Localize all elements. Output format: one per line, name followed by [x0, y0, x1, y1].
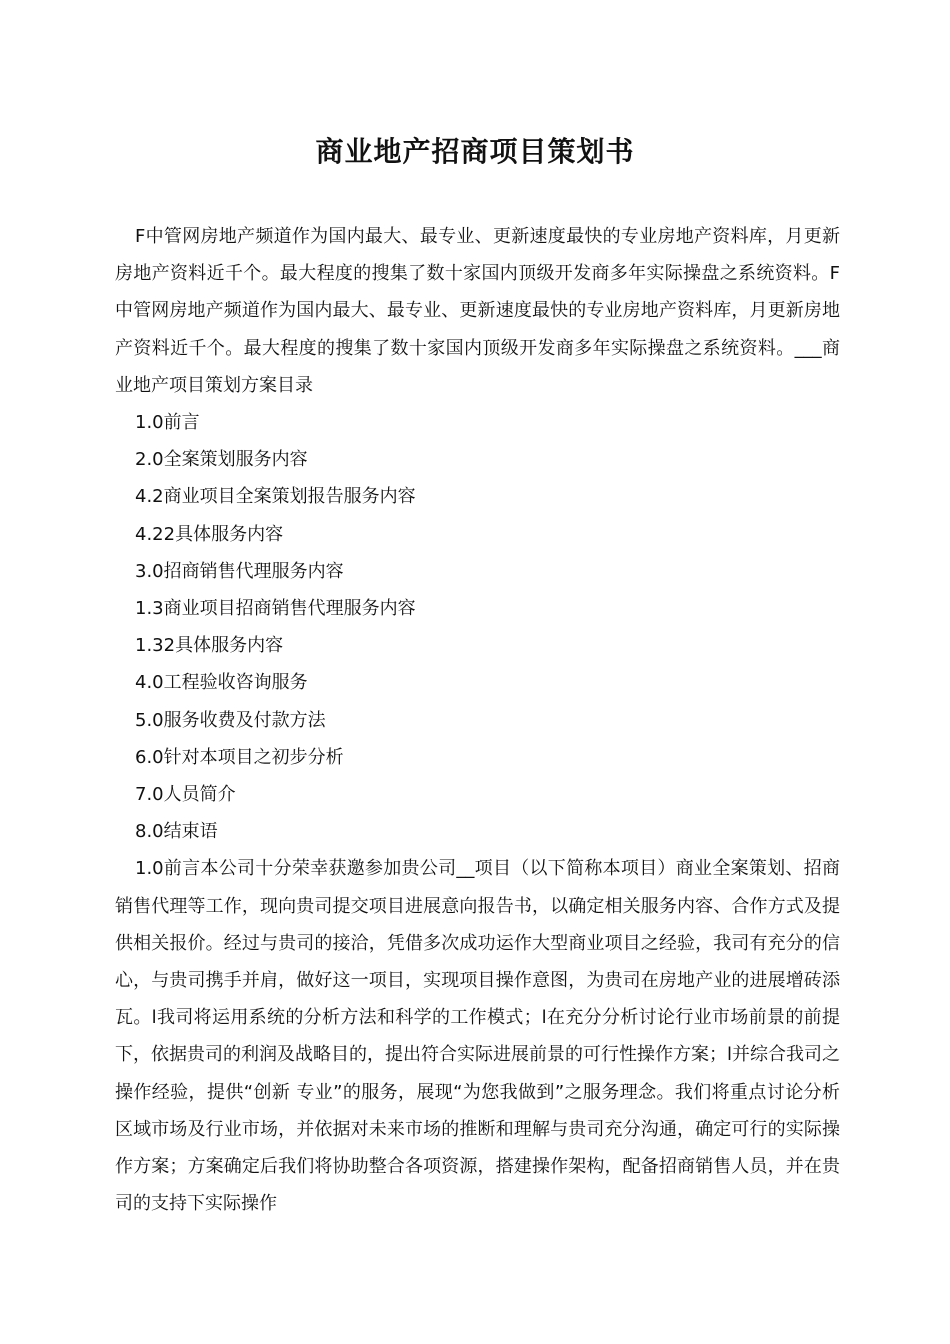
- intro-paragraph: F中管网房地产频道作为国内最大、最专业、更新速度最快的专业房地产资料库，月更新房地产资料近千个。最大程度的搜集了数十家国内顶级开发商多年实际操盘之系统资料。F中管网房地产频道作为国内最大、最专业、更新速度最快的专业房地产资料库，月更新房地产资料近千个。最大程度的搜集了数十家国内顶级开发商多年实际操盘之系统资料。___商业地产项目策划方案目录: [115, 226, 840, 396]
- toc-item: 1.32具体服务内容: [135, 635, 284, 657]
- toc-item: 7.0人员简介: [135, 784, 236, 806]
- toc-item: 6.0针对本项目之初步分析: [135, 746, 344, 768]
- preface-paragraph: 1.0前言本公司十分荣幸获邀参加贵公司__项目（以下简称本项目）商业全案策划、招商销售代理等工作，现向贵司提交项目进展意向报告书，以确定相关服务内容、合作方式及提供相关报价。经过与贵司的接洽，凭借多次成功运作大型商业项目之经验，我司有充分的信心，与贵司携手并肩，做好这一项目，实现项目操作意图，为贵司在房地产业的进展增砖添瓦。l我司将运用系统的分析方法和科学的工作模式；l在充分分析讨论行业市场前景的前提下，依据贵司的利润及战略目的，提出符合实际进展前景的可行性操作方案；l并综合我司之操作经验，提供“创新 专业”的服务，展现“为您我做到”之服务理念。我们将重点讨论分析区域市场及行业市场，并依据对未来市场的推断和理解与贵司充分沟通，确定可行的实际操作方案；方案确定后我们将协助整合各项资源，搭建操作架构，配备招商销售人员，并在贵司的支持下实际操作: [115, 858, 840, 1215]
- toc-item: 3.0招商销售代理服务内容: [135, 560, 344, 582]
- toc-item: 1.0前言: [135, 412, 200, 434]
- toc-item: 4.2商业项目全案策划报告服务内容: [135, 486, 416, 508]
- toc-item: 4.0工程验收咨询服务: [135, 672, 308, 694]
- document-body: [115, 218, 840, 1222]
- toc-item: 8.0结束语: [135, 821, 218, 843]
- toc-item: 2.0全案策划服务内容: [135, 449, 308, 471]
- table-of-contents: [115, 404, 840, 850]
- toc-item: 5.0服务收费及付款方法: [135, 709, 326, 731]
- toc-item: 4.22具体服务内容: [135, 523, 284, 545]
- toc-item: 1.3商业项目招商销售代理服务内容: [135, 598, 416, 620]
- document-title: 商业地产招商项目策划书: [315, 135, 635, 168]
